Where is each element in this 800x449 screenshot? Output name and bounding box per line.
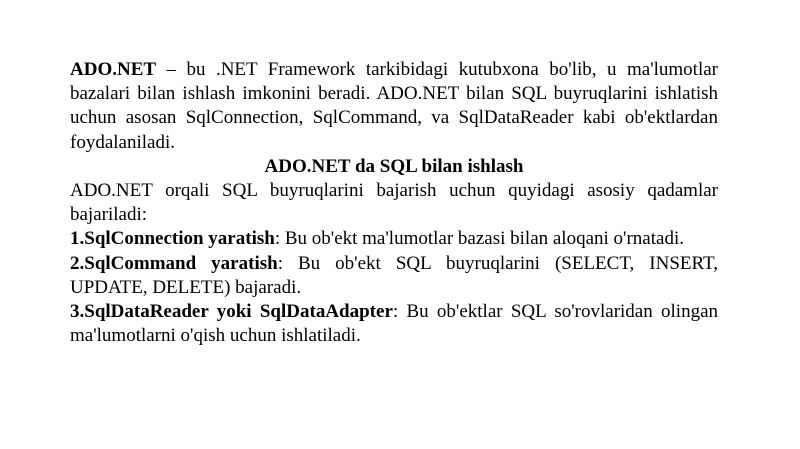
- step-term-3: 3.SqlDataReader yoki SqlDataAdapter: [70, 301, 393, 323]
- document-body: [70, 58, 718, 348]
- section-heading: ADO.NET da SQL bilan ishlash: [264, 155, 524, 177]
- step-text-2: : Bu ob'ekt SQL buyruqlarini (SELECT, INSERT, UPDATE, DELETE) bajaradi.: [70, 252, 718, 298]
- step-text-3: : Bu ob'ektlar SQL so'rovlaridan olingan ma'lumotlarni o'qish uchun ishlatiladi.: [70, 301, 719, 347]
- step-item-2: [70, 252, 718, 300]
- step-item-3: [70, 300, 718, 348]
- step-text-1: : Bu ob'ekt ma'lumotlar bazasi bilan aloqani o'rnatadi.: [274, 228, 684, 250]
- intro-paragraph: [70, 58, 718, 155]
- step-term-2: 2.SqlCommand yaratish: [70, 252, 278, 274]
- step-item-1: [70, 227, 718, 251]
- lead-paragraph: ADO.NET orqali SQL buyruqlarini bajarish uchun quyidagi asosiy qadamlar bajariladi:: [70, 180, 718, 226]
- intro-text: – bu .NET Framework tarkibidagi kutubxona bo'lib, u ma'lumotlar bazalari bilan ishlash imkonini beradi. ADO.NET bilan SQL buyruqlarini ishlatish uchun asosan SqlConnection, SqlCommand, va SqlDataReader kabi ob'ektlardan foydalaniladi.: [70, 59, 718, 153]
- step-term-1: 1.SqlConnection yaratish: [70, 228, 275, 250]
- intro-term: ADO.NET: [70, 59, 157, 80]
